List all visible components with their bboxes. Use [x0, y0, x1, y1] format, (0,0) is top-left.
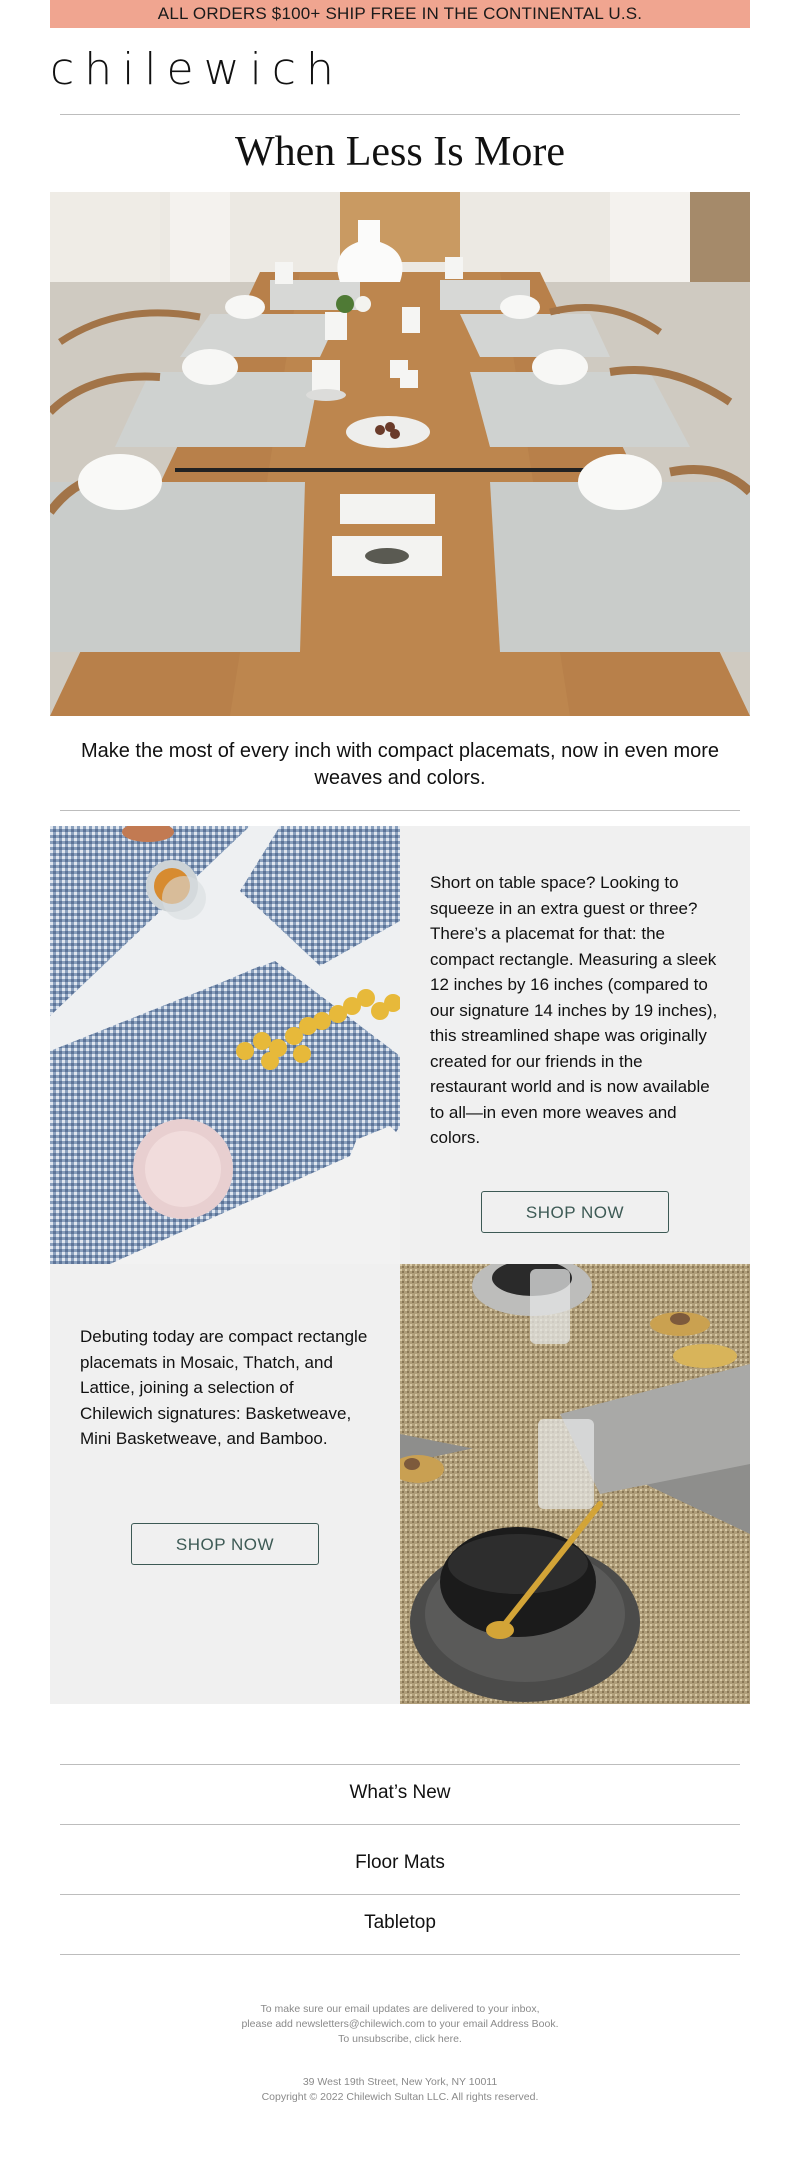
page-title: When Less Is More: [234, 129, 566, 175]
shop-now-button[interactable]: SHOP NOW: [131, 1523, 319, 1565]
feature1-copy: Short on table space? Looking to squeeze in an extra guest or three? There’s a placemat for that: the compact rectangle. Measuring a sleek 12 inches by 16 inches (compared to our signature 14 inches by 19 inches), this streamlined shape was originally created for our friends in the restaurant world and is now available to all—in even more weaves and colors.: [430, 873, 718, 1147]
divider: [60, 1824, 740, 1825]
nav-whats-new[interactable]: What’s New: [349, 1782, 451, 1803]
footer-note-2: please add newsletters@chilewich.com to your email Address Book.: [241, 2018, 559, 2030]
feature1-image[interactable]: [50, 826, 400, 1264]
feature2-image[interactable]: [400, 1264, 750, 1704]
divider: [60, 1764, 740, 1765]
divider: [60, 114, 740, 115]
feature2-copy: Debuting today are compact rectangle placemats in Mosaic, Thatch, and Lattice, joining a selection of Chilewich signatures: Basketweave, Mini Basketweave, and Bamboo.: [80, 1327, 368, 1448]
footer-copyright: Copyright © 2022 Chilewich Sultan LLC. All rights reserved.: [261, 2091, 539, 2103]
divider: [60, 810, 740, 811]
hero-image[interactable]: [50, 192, 750, 716]
divider: [60, 1894, 740, 1895]
shop-now-button[interactable]: SHOP NOW: [481, 1191, 669, 1233]
promo-banner[interactable]: ALL ORDERS $100+ SHIP FREE IN THE CONTINENTAL U.S.: [50, 0, 750, 28]
footer-note-1: To make sure our email updates are delivered to your inbox,: [260, 2003, 540, 2015]
footer-address: 39 West 19th Street, New York, NY 10011: [302, 2076, 498, 2088]
brand-logo[interactable]: chilewich: [50, 44, 344, 95]
nav-floor-mats[interactable]: Floor Mats: [355, 1852, 445, 1873]
unsubscribe-link[interactable]: To unsubscribe, click here.: [338, 2033, 462, 2045]
nav-tabletop[interactable]: Tabletop: [364, 1912, 436, 1933]
divider: [60, 1954, 740, 1955]
hero-subhead: Make the most of every inch with compact placemats, now in even more weaves and colors.: [80, 740, 720, 789]
